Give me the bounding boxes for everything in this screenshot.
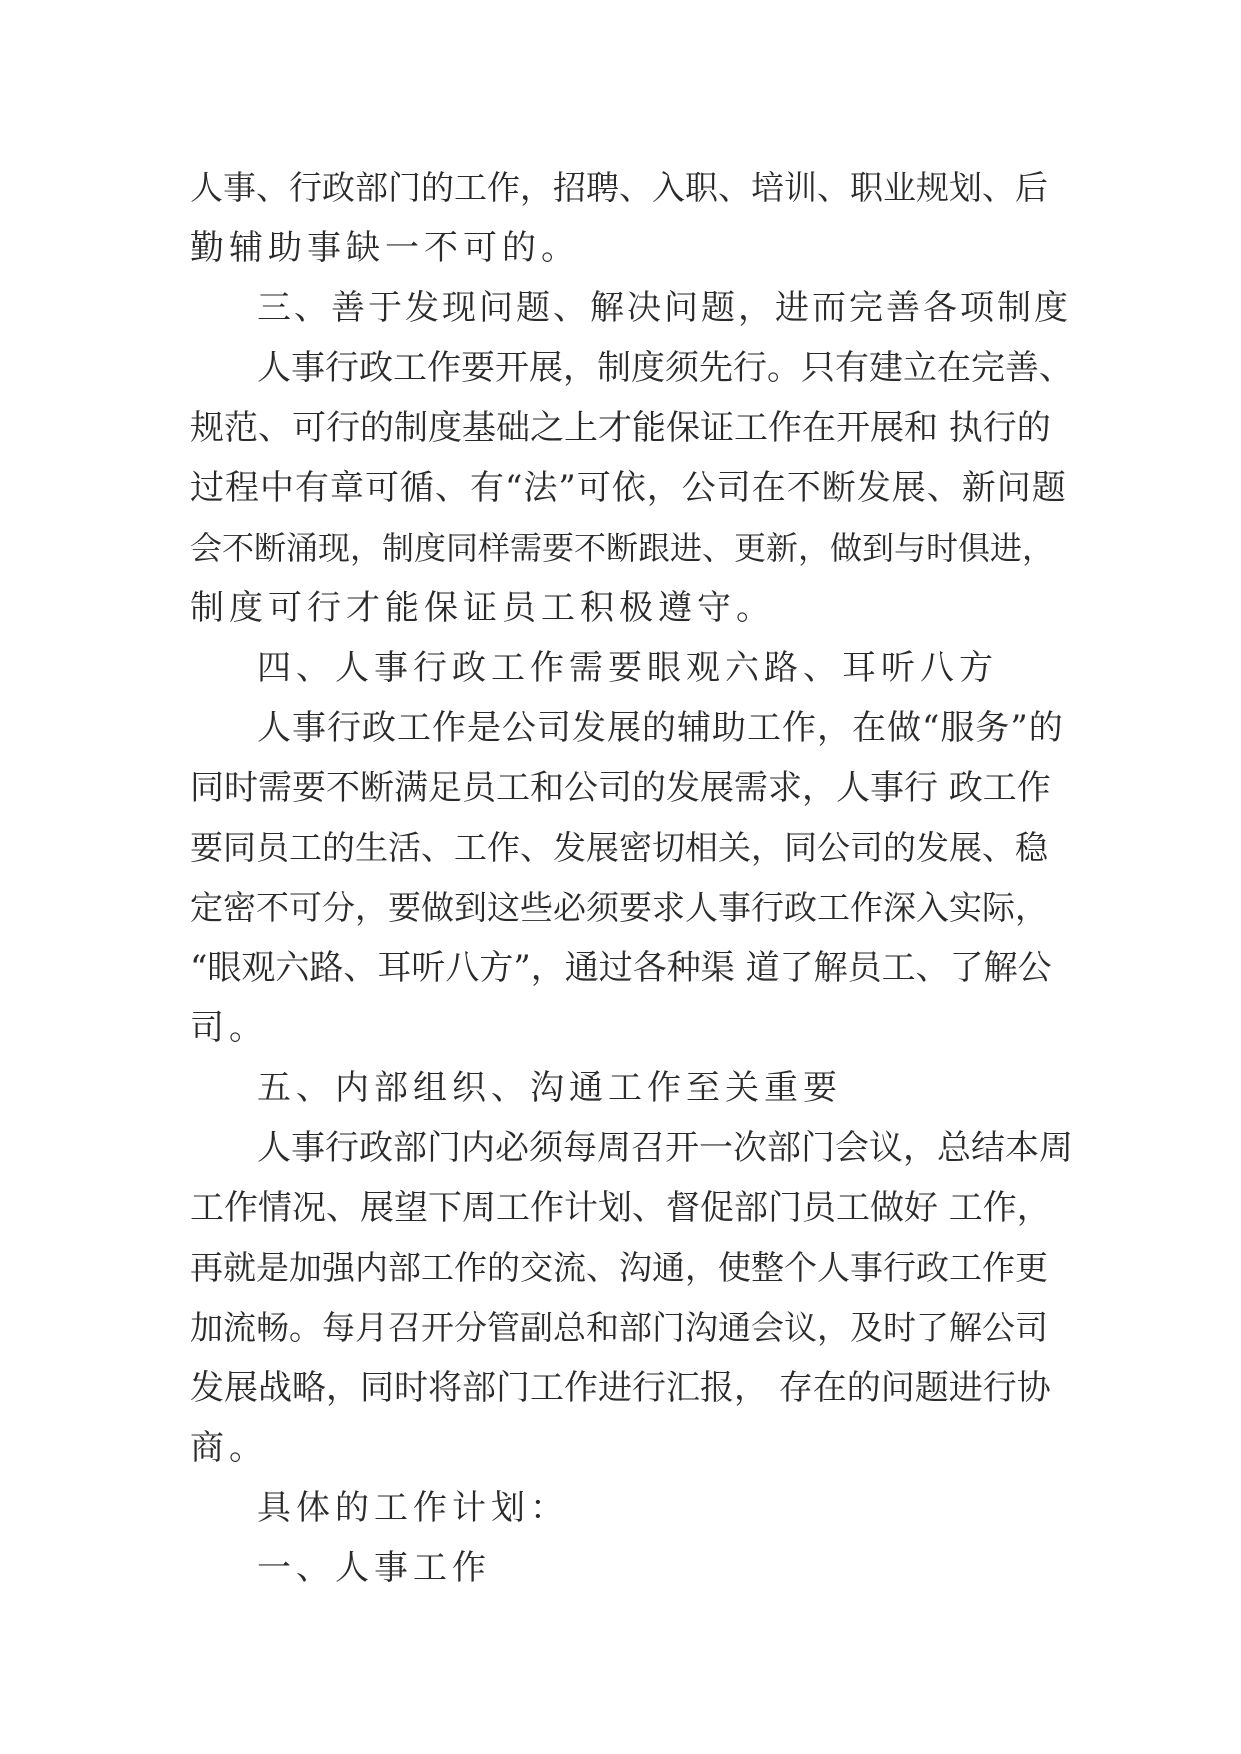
text-line: 过程中有章可循、有“法”可依，公司在不断发展、新问题: [190, 468, 1067, 508]
section-heading-5: 五、内部组织、沟通工作至关重要: [257, 1068, 842, 1108]
text-line: 再就是加强内部工作的交流、沟通，使整个人事行政工作更: [190, 1248, 1048, 1287]
text-line: “眼观六路、耳听八方”，通过各种渠 道了解员工、了解公: [190, 948, 1052, 988]
text-line: 会不断涌现，制度同样需要不断跟进、更新，做到与时俱进，: [190, 529, 1055, 567]
text-line: 勤辅助事缺一不可的。: [190, 228, 580, 268]
text-line: 定密不可分，要做到这些必须要求人事行政工作深入实际，: [190, 888, 1048, 927]
text-line: 人事、行政部门的工作，招聘、入职、培训、职业规划、后: [190, 168, 1048, 207]
text-line: 同时需要不断满足员工和公司的发展需求，人事行 政工作: [190, 768, 1051, 808]
section-heading-3: 三、善于发现问题、解决问题，进而完善各项制度: [257, 288, 1071, 328]
text-line: 人事行政部门内必须每周召开一次部门会议，总结本周: [257, 1128, 1073, 1168]
section-heading-1: 一、人事工作: [257, 1548, 491, 1588]
text-line: 商。: [190, 1428, 268, 1468]
text-line: 发展战略，同时将部门工作进行汇报， 存在的问题进行协: [190, 1368, 1051, 1408]
text-line: 要同员工的生活、工作、发展密切相关，同公司的发展、稳: [190, 828, 1048, 867]
text-line: 司。: [190, 1008, 268, 1048]
work-plan-heading: 具体的工作计划：: [257, 1488, 569, 1528]
text-line: 人事行政工作要开展，制度须先行。只有建立在完善、: [257, 348, 1073, 388]
text-line: 规范、可行的制度基础之上才能保证工作在开展和 执行的: [190, 408, 1051, 448]
text-line: 制度可行才能保证员工积极遵守。: [190, 588, 775, 628]
text-line: 加流畅。每月召开分管副总和部门沟通会议，及时了解公司: [190, 1308, 1048, 1347]
text-line: 工作情况、展望下周工作计划、督促部门员工做好 工作，: [190, 1188, 1051, 1228]
section-heading-4: 四、人事行政工作需要眼观六路、耳听八方: [257, 648, 998, 688]
text-line: 人事行政工作是公司发展的辅助工作，在做“服务”的: [257, 708, 1064, 748]
